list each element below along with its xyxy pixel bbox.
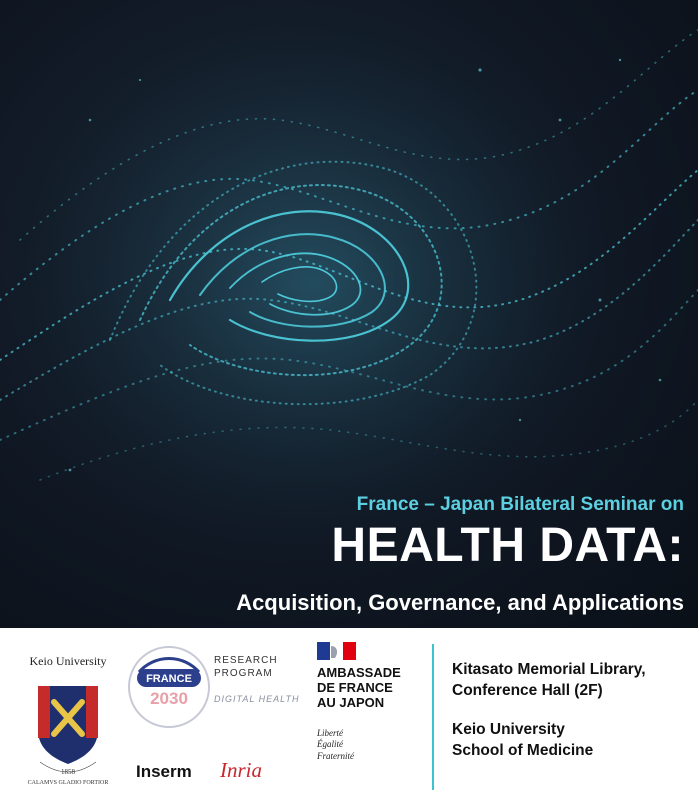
research-program-label <box>214 654 278 680</box>
vertical-divider <box>432 644 434 790</box>
headline-title: HEALTH DATA: <box>331 519 684 572</box>
inserm-logo: Inserm <box>136 762 192 781</box>
research-line-1: RESEARCH <box>214 655 278 666</box>
embassy-line-3: AU JAPON <box>317 694 385 710</box>
venue-institution-line-2: School of Medicine <box>452 741 594 759</box>
keio-logo <box>18 654 118 794</box>
france-badge-bottom: 2030 <box>150 689 188 708</box>
digital-health-label: DIGITAL HEALTH <box>214 694 300 704</box>
partner-footer <box>0 628 698 800</box>
keio-year: 1858 <box>61 768 75 776</box>
research-line-2: PROGRAM <box>214 668 273 679</box>
marianne-flag-icon <box>317 640 357 662</box>
embassy-motto <box>317 728 354 762</box>
embassy-line-2: DE FRANCE <box>317 679 393 695</box>
motto-fraternite: Fraternité <box>317 750 354 761</box>
embassy-name <box>317 666 401 711</box>
motto-liberte: Liberté <box>317 728 343 738</box>
keio-name: Keio University <box>29 654 107 668</box>
inria-logo: Inria <box>220 758 262 782</box>
motto-egalite: Égalité <box>317 739 343 750</box>
venue-institution-line-1: Keio University <box>452 720 565 738</box>
keio-crest-icon <box>27 682 109 790</box>
venue-location-line-2: Conference Hall (2F) <box>452 681 603 699</box>
headline-subtitle: Acquisition, Governance, and Applications <box>236 590 684 615</box>
france-badge-top: FRANCE <box>146 673 192 685</box>
venue-location-line-1: Kitasato Memorial Library, <box>452 661 646 678</box>
embassy-logo <box>315 636 425 796</box>
france-2030-badge-icon <box>124 642 214 732</box>
france-2030-logo <box>124 636 304 796</box>
venue-info <box>452 660 646 762</box>
keio-motto: CALAMVS GLADIO FORTIOR <box>27 780 109 786</box>
embassy-line-1: AMBASSADE <box>317 665 401 680</box>
seminar-pretitle: France – Japan Bilateral Seminar on <box>356 494 684 515</box>
